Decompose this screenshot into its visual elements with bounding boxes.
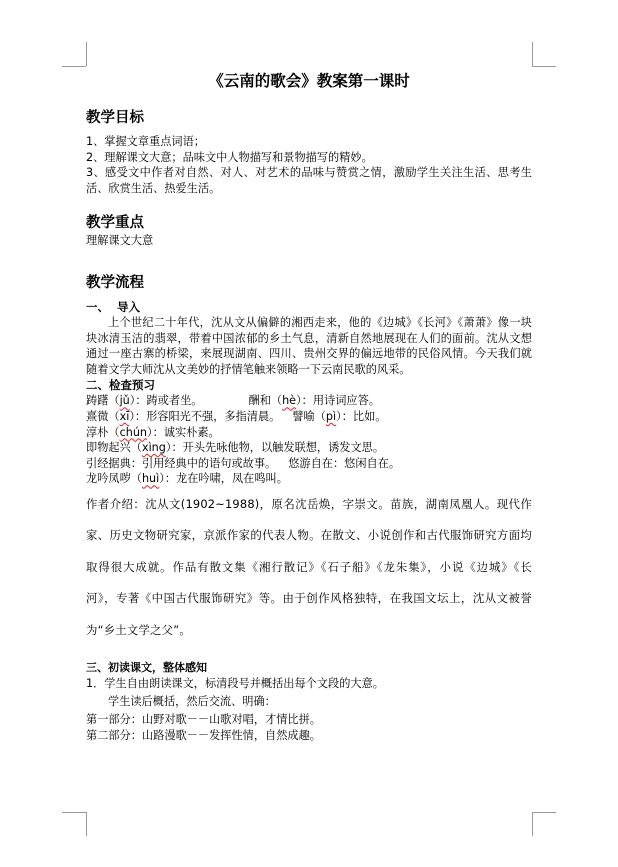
vocab-definition: ）：形容阳光不强，多指清晨。 — [129, 409, 281, 423]
vocab-term: 即物起兴（ — [86, 441, 142, 455]
pinyin: jǔ — [119, 394, 130, 408]
vocab-entry: 悠游自在：悠闲自在。 — [288, 456, 401, 470]
vocab-definition: ）：龙在吟啸，凤在鸣叫。 — [159, 472, 288, 486]
reading-heading: 三、初读课文，整体感知 — [86, 661, 207, 675]
crop-mark-bottom-right-h — [532, 812, 556, 813]
crop-mark-bottom-right-v — [532, 812, 533, 836]
crop-mark-bottom-left-h — [62, 812, 86, 813]
vocab-line — [86, 471, 532, 487]
focus-heading: 教学重点 — [86, 215, 144, 232]
goal-item: 2、理解课文大意；品味文中人物描写和景物描写的精妙。 — [86, 150, 373, 164]
vocab-definition: ）：开头先咏他物，以触发联想，诱发文思。 — [165, 441, 385, 455]
vocab-term: 酬和（ — [248, 394, 283, 408]
vocab-entry: 引经据典：引用经典中的语句或故事。 — [86, 456, 277, 470]
intro-heading: 一、 导入 — [86, 299, 141, 314]
vocab-definition: ）：诚实朴素。 — [147, 425, 220, 439]
pinyin: xī — [119, 409, 130, 423]
vocab-definition: ）：踌或者坐。 — [129, 394, 203, 408]
vocab-definition: ）：比如。 — [336, 409, 387, 423]
reading-item: 第一部分：山野对歌－－山歌对唱，才情比拼。 — [86, 713, 321, 726]
reading-item: 学生读后概括，然后交流、明确： — [108, 695, 276, 708]
author-introduction: 作者介绍：沈从文(1902~1988)，原名沈岳焕，字崇文。苗族，湖南凤凰人。现代作家、历史文物研究家，京派作家的代表人物。在散文、小说创作和古代服饰研究方面均取得很大成就。作品有散文集《湘行散记》《石子船》《龙朱集》，小说《边城》《长河》，专著《中国古代服饰研究》等。由于创作风格独特，在我国文坛上，沈从文被誉为“乡土文学之父”。 — [86, 496, 532, 637]
pinyin: hè — [282, 394, 297, 408]
vocab-definition: ）：用诗词应答。 — [296, 394, 380, 408]
goals-list — [86, 134, 532, 196]
crop-mark-bottom-left-v — [86, 812, 87, 836]
pinyin: pì — [325, 409, 337, 423]
vocab-term: 踌躇（ — [86, 394, 120, 408]
vocab-term: 譬喻（ — [292, 409, 326, 423]
document-body — [86, 70, 532, 743]
vocab-line — [86, 393, 532, 409]
focus-text: 理解课文大意 — [86, 234, 154, 248]
vocab-term: 淳朴（ — [86, 425, 120, 439]
goals-heading: 教学目标 — [86, 110, 144, 126]
vocab-line — [86, 440, 532, 456]
pinyin: chún — [119, 425, 148, 439]
crop-mark-top-right-h — [532, 66, 556, 67]
reading-item: 1．学生自由朗读课文，标清段号并概括出每个文段的大意。 — [86, 677, 384, 691]
pinyin: xìng — [141, 441, 166, 455]
crop-mark-top-right-v — [532, 42, 533, 66]
goal-item: 3、感受文中作者对自然、对人、对艺术的品味与赞赏之情，激励学生关注生活、思考生活、欣赏生活、热爱生活。 — [86, 166, 532, 195]
process-heading: 教学流程 — [86, 274, 144, 291]
document-title: 《云南的歌会》教案第一课时 — [208, 72, 410, 90]
vocab-term: 熹微（ — [86, 409, 120, 423]
vocab-line — [86, 409, 532, 425]
crop-mark-top-left-v — [86, 42, 87, 66]
vocab-term: 龙吟凤哕（ — [86, 472, 142, 486]
pinyin: huì — [141, 472, 160, 486]
reading-item: 第二部分：山路漫歌－－发挥性情，自然成趣。 — [86, 728, 321, 742]
crop-mark-top-left-h — [62, 66, 86, 67]
intro-paragraph: 上个世纪二十年代，沈从文从偏僻的湘西走来，他的《边城》《长河》《萧萧》像一块块冰清玉洁的翡翠，带着中国浓郁的乡土气息，清新自然地展现在人们的面前。沈从文想通过一座古寨的桥梁，来展现湖南、四川、贵州交界的偏远地带的民俗风情。今天我们就随着文学大师沈从文美妙的抒情笔触来领略一下云南民歌的风采。 — [86, 315, 532, 376]
vocab-line — [86, 456, 532, 472]
goal-item: 1、掌握文章重点词语； — [86, 135, 205, 148]
vocab-line — [86, 425, 532, 441]
preview-heading: 二、检查预习 — [86, 378, 155, 393]
